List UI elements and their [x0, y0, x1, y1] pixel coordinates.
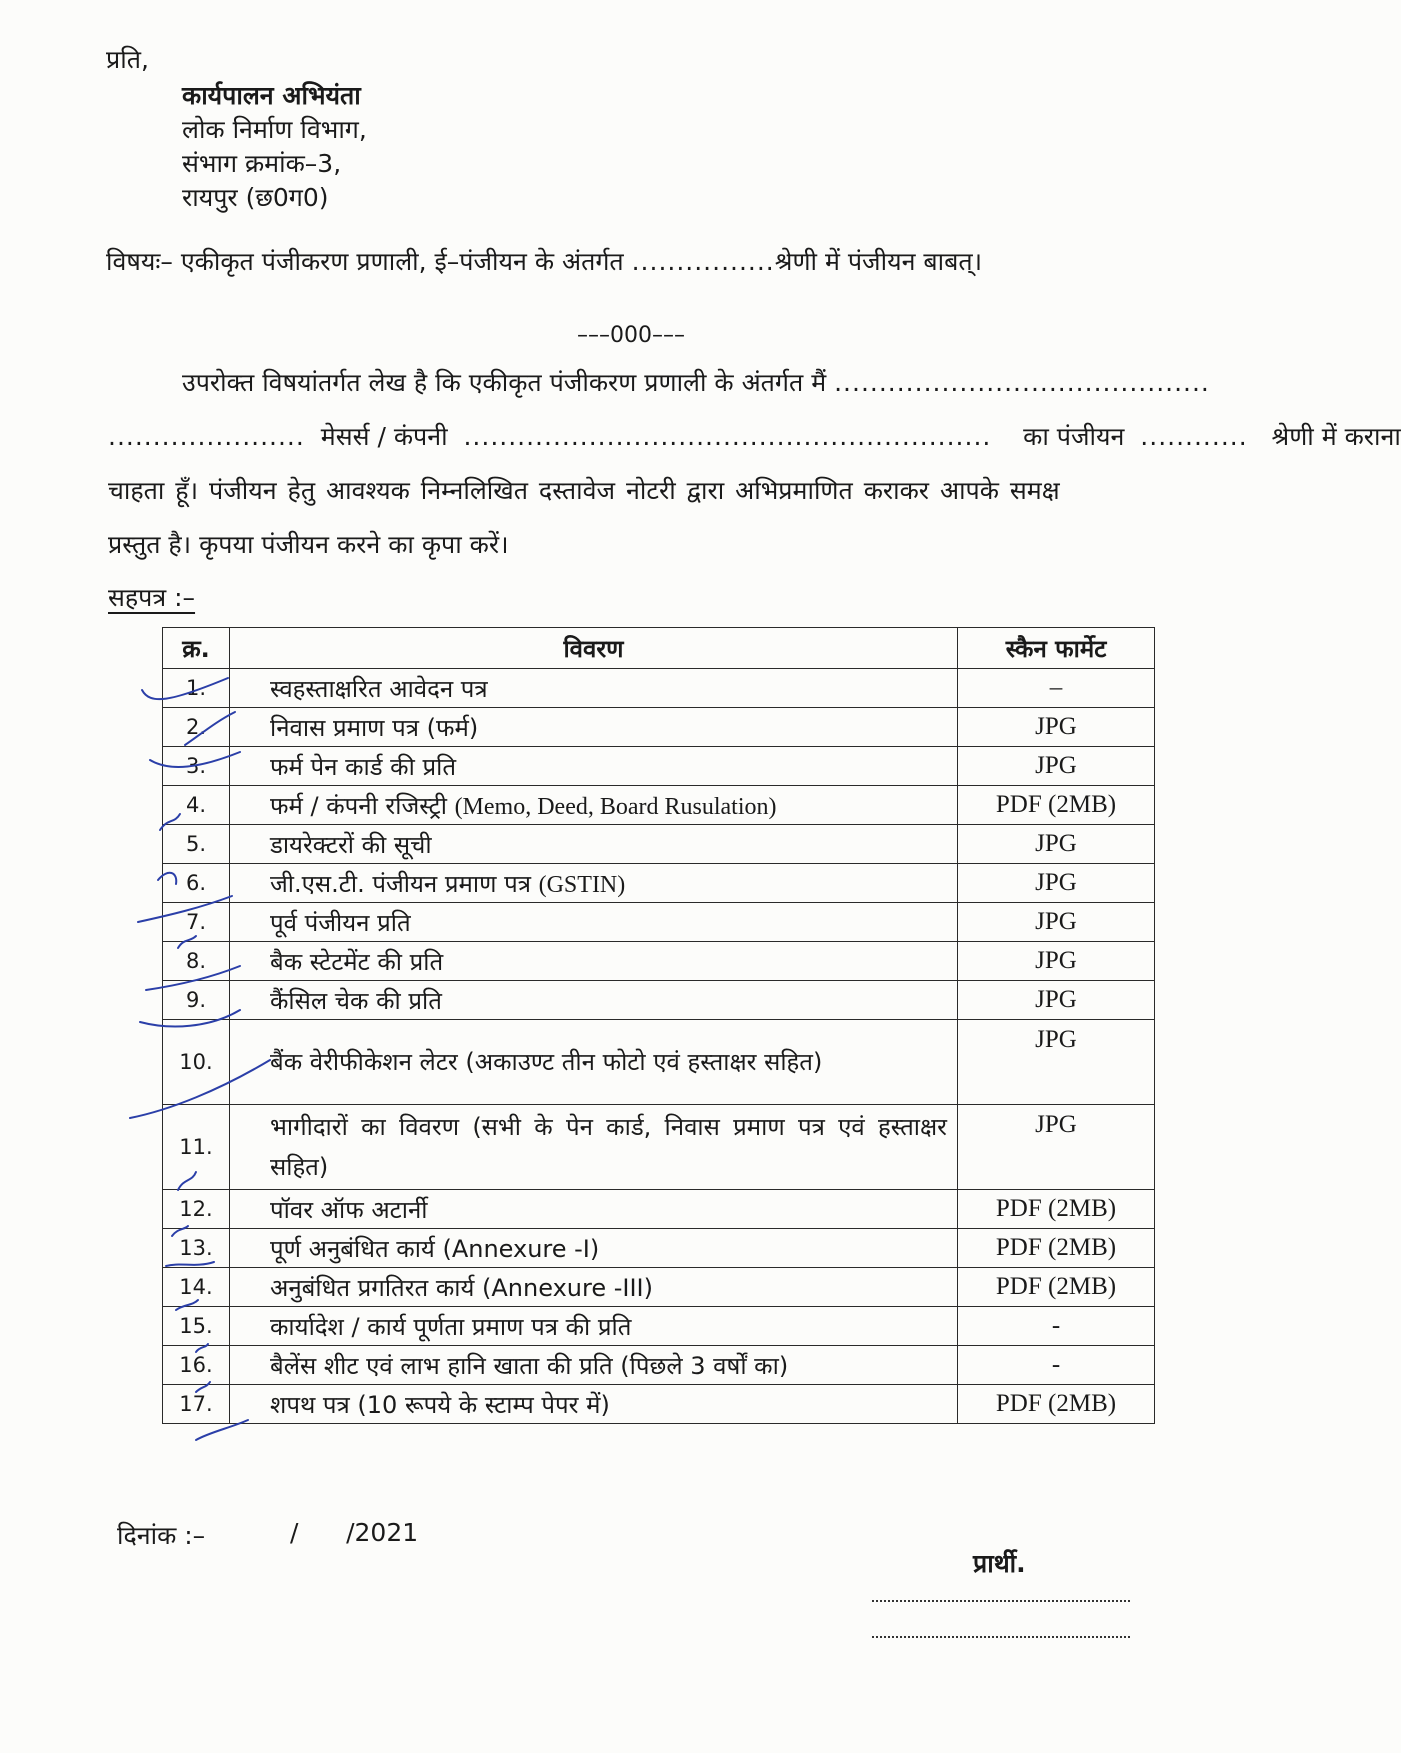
row-format: PDF (2MB): [958, 1190, 1155, 1229]
body-text-1: उपरोक्त विषयांतर्गत लेख है कि एकीकृत पंजीकरण प्रणाली के अंतर्गत मैं: [182, 368, 827, 397]
date-value: / /2021: [290, 1518, 419, 1547]
table-row: [163, 981, 1155, 1020]
separator: –––000–––: [577, 323, 685, 348]
row-description: बैलेंस शीट एवं लाभ हानि खाता की प्रति (पिछले 3 वर्षों का): [230, 1346, 958, 1385]
row-format: JPG: [958, 747, 1155, 786]
row-serial: 2.: [163, 708, 230, 747]
row-description: पॉवर ऑफ अटार्नी: [230, 1190, 958, 1229]
row-description: फर्म पेन कार्ड की प्रति: [230, 747, 958, 786]
table-row: [163, 1385, 1155, 1424]
table-row: [163, 1346, 1155, 1385]
subject-blank: ................: [631, 247, 775, 276]
row-description: कार्यादेश / कार्य पूर्णता प्रमाण पत्र की प्रति: [230, 1307, 958, 1346]
row-serial: 7.: [163, 903, 230, 942]
row-description: अनुबंधित प्रगतिरत कार्य (Annexure -III): [230, 1268, 958, 1307]
body-blank-1: ..........................................: [834, 368, 1210, 397]
table-row: [163, 1268, 1155, 1307]
row-serial: 4.: [163, 786, 230, 825]
row-format: JPG: [958, 708, 1155, 747]
row-serial: 12.: [163, 1190, 230, 1229]
row-format: JPG: [958, 1020, 1155, 1105]
row-description: शपथ पत्र (10 रूपये के स्टाम्प पेपर में): [230, 1385, 958, 1424]
header-format: स्कैन फार्मेट: [958, 628, 1155, 669]
row-format: PDF (2MB): [958, 786, 1155, 825]
row-description-extra: (GSTIN): [538, 871, 626, 898]
table-row: [163, 903, 1155, 942]
row-serial: 10.: [163, 1020, 230, 1105]
table-row: [163, 669, 1155, 708]
signature-line: [872, 1600, 1130, 1602]
row-serial: 11.: [163, 1105, 230, 1190]
subject-text-end: श्रेणी में पंजीयन बाबत्।: [774, 247, 983, 276]
body-text-registration: का पंजीयन: [1023, 422, 1125, 451]
body-text-category: श्रेणी में कराना: [1271, 422, 1401, 451]
body-blank-category: ............: [1140, 422, 1248, 451]
row-serial: 16.: [163, 1346, 230, 1385]
row-format: PDF (2MB): [958, 1229, 1155, 1268]
address-line-designation: कार्यपालन अभियंता: [182, 81, 361, 110]
row-description: कैंसिल चेक की प्रति: [230, 981, 958, 1020]
row-serial: 6.: [163, 864, 230, 903]
table-row: [163, 1190, 1155, 1229]
row-description: पूर्व पंजीयन प्रति: [230, 903, 958, 942]
row-description-extra: (Memo, Deed, Board Rusulation): [454, 793, 777, 820]
row-description-text: जी.एस.टी. पंजीयन प्रमाण पत्र: [270, 869, 531, 898]
body-line-1: [182, 356, 1210, 410]
table-row: [163, 1020, 1155, 1105]
row-serial: 9.: [163, 981, 230, 1020]
row-serial: 1.: [163, 669, 230, 708]
header-description: विवरण: [230, 628, 958, 669]
subject-text: एकीकृत पंजीकरण प्रणाली, ई–पंजीयन के अंतर्गत: [180, 247, 624, 276]
address-line-city: रायपुर (छ0ग0): [182, 183, 329, 212]
body-blank-firm: ...........................................................: [463, 422, 992, 451]
row-description: पूर्ण अनुबंधित कार्य (Annexure -I): [230, 1229, 958, 1268]
enclosures-table: [162, 627, 1155, 1424]
row-description: स्वहस्ताक्षरित आवेदन पत्र: [230, 669, 958, 708]
row-format: PDF (2MB): [958, 1385, 1155, 1424]
applicant-label: प्रार्थी.: [973, 1549, 1026, 1578]
row-format: PDF (2MB): [958, 1268, 1155, 1307]
row-serial: 5.: [163, 825, 230, 864]
table-row: [163, 1307, 1155, 1346]
table-row: [163, 708, 1155, 747]
body-paragraph: [108, 356, 1401, 576]
row-description: निवास प्रमाण पत्र (फर्म): [230, 708, 958, 747]
row-description: [230, 786, 958, 825]
subject-prefix: विषयः–: [106, 247, 173, 276]
row-format: JPG: [958, 903, 1155, 942]
row-format: JPG: [958, 864, 1155, 903]
row-format: -: [958, 1307, 1155, 1346]
row-format: -: [958, 1346, 1155, 1385]
row-description-text: फर्म / कंपनी रजिस्ट्री: [270, 791, 447, 820]
row-format: JPG: [958, 825, 1155, 864]
row-description: बैंक वेरीफीकेशन लेटर (अकाउण्ट तीन फोटो एवं हस्ताक्षर सहित): [230, 1020, 958, 1105]
body-text-firm: मेसर्स / कंपनी: [320, 422, 448, 451]
date-label: दिनांक :–: [117, 1521, 206, 1550]
table-row: [163, 864, 1155, 903]
row-description: [230, 864, 958, 903]
row-serial: 14.: [163, 1268, 230, 1307]
row-serial: 3.: [163, 747, 230, 786]
address-line-department: लोक निर्माण विभाग,: [182, 115, 367, 144]
row-format: JPG: [958, 981, 1155, 1020]
row-serial: 17.: [163, 1385, 230, 1424]
body-blank-name: ......................: [108, 422, 305, 451]
header-serial: क्र.: [163, 628, 230, 669]
table-row: [163, 942, 1155, 981]
row-serial: 13.: [163, 1229, 230, 1268]
table-row: [163, 825, 1155, 864]
subject-line: [106, 244, 982, 278]
row-format: –: [958, 669, 1155, 708]
enclosures-heading: सहपत्र :–: [108, 583, 196, 612]
row-format: JPG: [958, 942, 1155, 981]
table-row: [163, 786, 1155, 825]
table-row: [163, 1229, 1155, 1268]
row-serial: 8.: [163, 942, 230, 981]
table-row: [163, 1105, 1155, 1190]
row-serial: 15.: [163, 1307, 230, 1346]
row-description: बैक स्टेटमेंट की प्रति: [230, 942, 958, 981]
address-line-division: संभाग क्रमांक–3,: [182, 149, 342, 178]
table-header-row: [163, 628, 1155, 669]
name-line: [872, 1636, 1130, 1638]
table-row: [163, 747, 1155, 786]
body-line-3: चाहता हूँ। पंजीयन हेतु आवश्यक निम्नलिखित दस्तावेज नोटरी द्वारा अभिप्रमाणित कराकर आपके समक्ष: [108, 476, 1060, 505]
row-description: भागीदारों का विवरण (सभी के पेन कार्ड, निवास प्रमाण पत्र एवं हस्ताक्षर सहित): [230, 1105, 958, 1190]
body-line-2: [108, 410, 1401, 464]
row-format: JPG: [958, 1105, 1155, 1190]
body-line-4: प्रस्तुत है। कृपया पंजीयन करने का कृपा करें।: [108, 530, 509, 559]
row-description: डायरेक्टरों की सूची: [230, 825, 958, 864]
salutation: प्रति,: [106, 45, 149, 74]
